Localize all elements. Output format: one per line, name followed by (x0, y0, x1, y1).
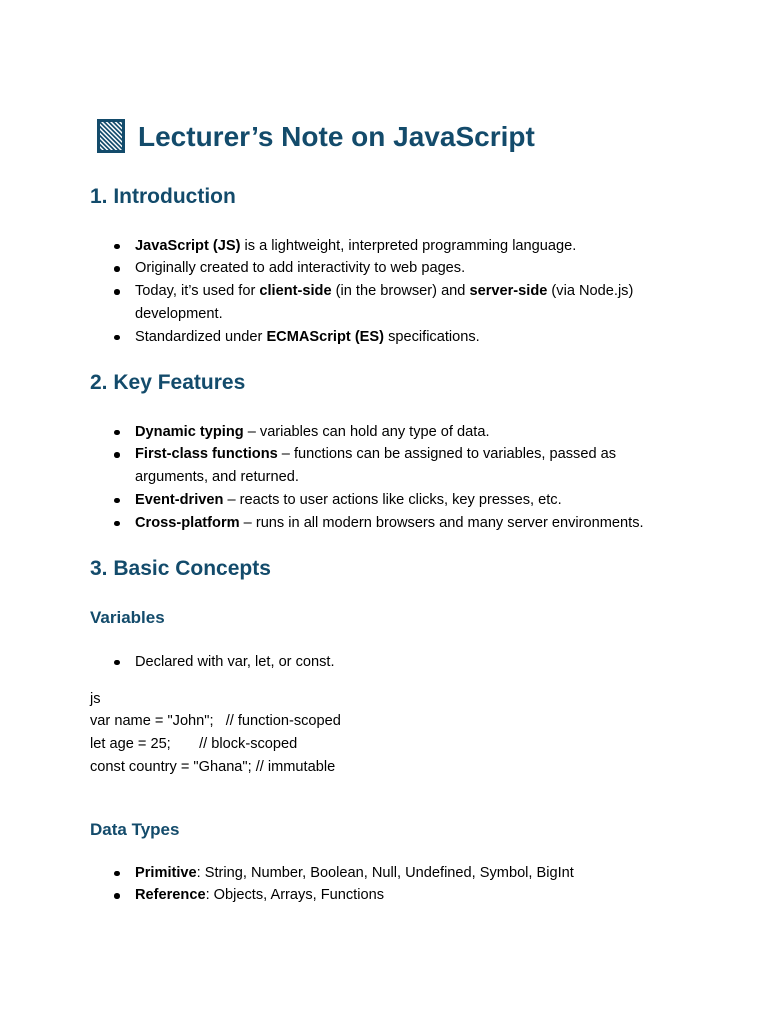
bold-term: JavaScript (JS) (135, 237, 241, 254)
item-text: – runs in all modern browsers and many server environments. (239, 514, 644, 531)
bold-term: Reference (135, 887, 206, 904)
list-item (135, 862, 678, 885)
bold-term: Cross-platform (135, 514, 240, 531)
list-item (135, 280, 678, 326)
item-text: Standardized under (135, 328, 267, 345)
bullet-marker (114, 498, 120, 504)
bullet-marker (114, 335, 120, 341)
item-text: (via Node.js) development. (135, 283, 634, 322)
notebook-icon (97, 119, 125, 153)
item-text: – reacts to user actions like clicks, key presses, etc. (223, 491, 562, 508)
item-text: – functions can be assigned to variables, passed as arguments, and returned. (135, 446, 617, 486)
section-heading-basic-concepts: 3. Basic Concepts (90, 557, 271, 580)
bullet-marker (114, 660, 120, 666)
item-text: Originally created to add interactivity to web pages. (135, 260, 466, 277)
bullet-marker (114, 893, 120, 899)
key-features-bullet-list (135, 421, 678, 535)
list-item (135, 512, 678, 535)
bold-term: ECMAScript (ES) (266, 328, 385, 345)
list-item (135, 235, 678, 258)
bold-term: Primitive (135, 864, 197, 881)
section-heading-key-features: 2. Key Features (90, 371, 246, 394)
item-text: (in the browser) and (331, 283, 470, 299)
list-item (135, 443, 678, 489)
bullet-marker (114, 430, 120, 436)
code-block (90, 688, 341, 779)
bold-term: server-side (469, 283, 548, 299)
list-item (135, 257, 678, 280)
bold-term: First-class functions (135, 446, 278, 463)
list-item (135, 489, 678, 512)
page-title: Lecturer’s Note on JavaScript (138, 121, 535, 152)
code-line: const country = "Ghana"; // immutable (90, 758, 336, 775)
bullet-marker (114, 289, 120, 295)
item-text: – variables can hold any type of data. (243, 423, 490, 440)
code-language-label: js (90, 690, 101, 707)
item-text: specifications. (384, 328, 480, 345)
section-heading-introduction: 1. Introduction (90, 185, 236, 208)
subheading-data-types: Data Types (90, 820, 180, 839)
item-text: : Objects, Arrays, Functions (205, 887, 385, 904)
item-text: Declared with var, let, or const. (135, 653, 335, 670)
list-item (135, 884, 678, 907)
bold-term: Event-driven (135, 491, 224, 508)
item-text: : String, Number, Boolean, Null, Undefined, Symbol, BigInt (196, 864, 574, 881)
bullet-marker (114, 871, 120, 877)
bullet-marker (114, 452, 120, 458)
data-types-bullet-list (135, 862, 678, 908)
list-item (135, 421, 678, 444)
introduction-bullet-list (135, 235, 678, 349)
subheading-variables: Variables (90, 608, 165, 627)
variables-bullet-list (135, 651, 678, 674)
bullet-marker (114, 244, 120, 250)
list-item (135, 326, 678, 349)
bold-term: client-side (259, 283, 332, 299)
item-text: is a lightweight, interpreted programming language. (240, 237, 577, 254)
bullet-marker (114, 521, 120, 527)
bullet-marker (114, 266, 120, 272)
list-item (135, 651, 678, 674)
code-line: let age = 25; // block-scoped (90, 736, 298, 753)
item-text: Today, it’s used for (135, 283, 260, 299)
bold-term: Dynamic typing (135, 423, 244, 440)
code-line: var name = "John"; // function-scoped (90, 713, 341, 730)
